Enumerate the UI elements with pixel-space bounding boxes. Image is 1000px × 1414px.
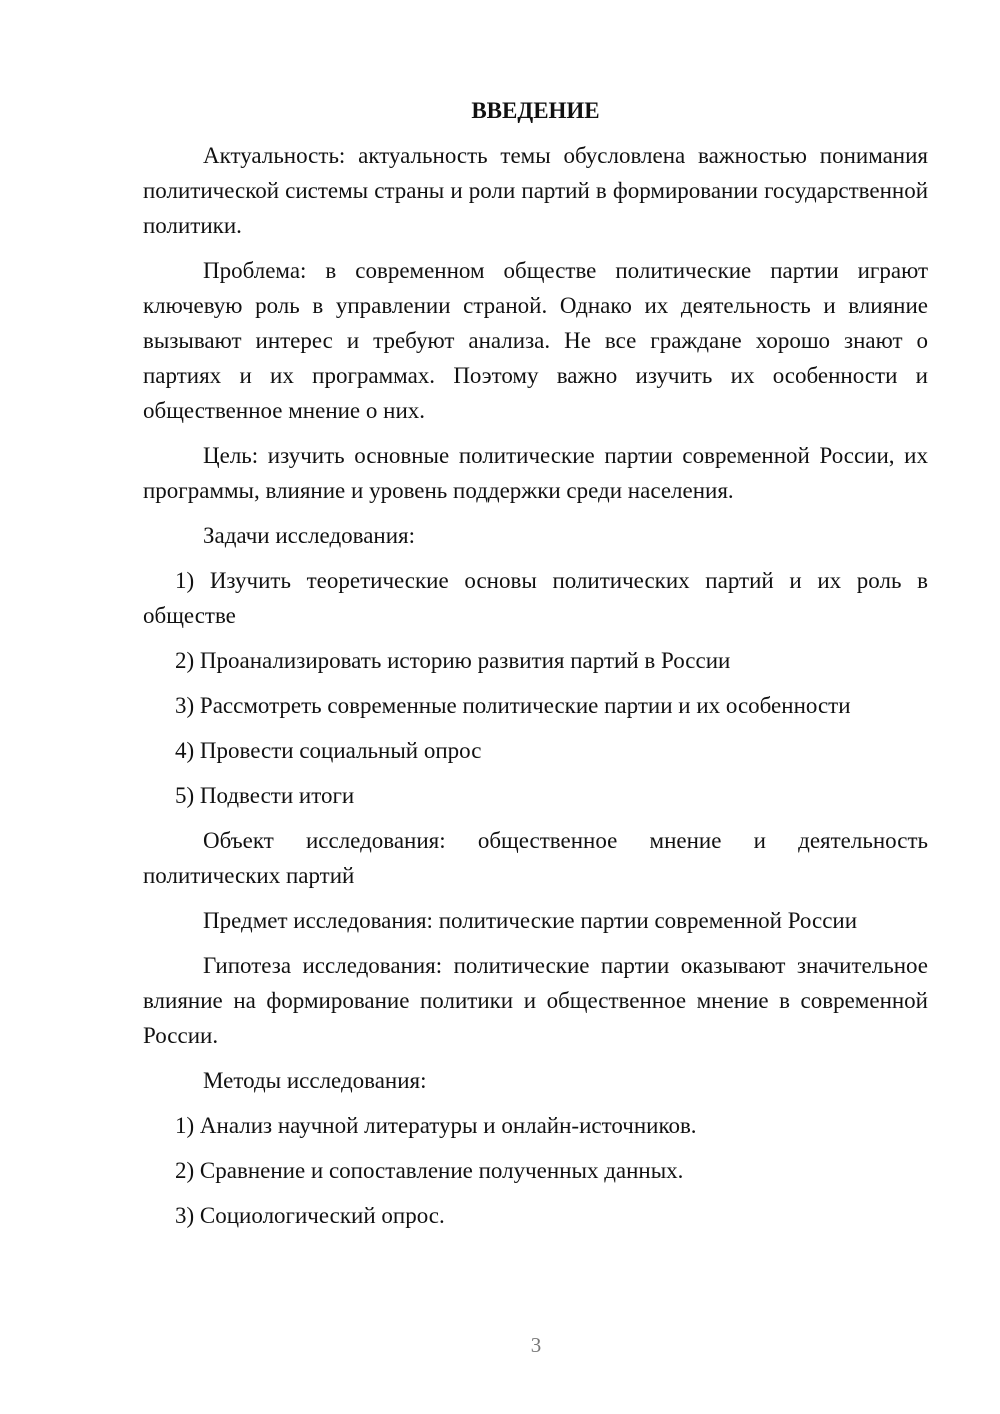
goal-paragraph: Цель: изучить основные политические партии современной России, их программы, влияние и уровень поддержки среди населения. — [143, 443, 928, 503]
hypothesis-paragraph: Гипотеза исследования: политические партии оказывают значительное влияние на формирование политики и общественное мнение в современной России. — [143, 953, 928, 1048]
object-paragraph: Объект исследования: общественное мнение и деятельность политических партий — [143, 828, 928, 888]
task-item-3: 3) Рассмотреть современные политические партии и их особенности — [175, 693, 851, 718]
page-number: 3 — [530, 1333, 542, 1357]
section-title: ВВЕДЕНИЕ — [471, 98, 600, 123]
tasks-heading: Задачи исследования: — [203, 523, 416, 548]
task-item-5: 5) Подвести итоги — [175, 783, 355, 808]
subject-paragraph: Предмет исследования: политические партии современной России — [203, 908, 858, 933]
methods-heading: Методы исследования: — [203, 1068, 427, 1093]
task-item-4: 4) Провести социальный опрос — [175, 738, 482, 763]
method-item-1: 1) Анализ научной литературы и онлайн-источников. — [175, 1113, 697, 1138]
problem-paragraph: Проблема: в современном обществе политические партии играют ключевую роль в управлении страной. Однако их деятельность и влияние вызывают интерес и требуют анализа. Не все граждане хорошо знают о партиях и их программах. Поэтому важно изучить их особенности и общественное мнение о них. — [143, 258, 928, 423]
method-item-2: 2) Сравнение и сопоставление полученных данных. — [175, 1158, 684, 1183]
relevance-paragraph: Актуальность: актуальность темы обусловлена важностью понимания политической системы страны и роли партий в формировании государственной политики. — [143, 143, 928, 238]
task-item-2: 2) Проанализировать историю развития партий в России — [175, 648, 731, 673]
method-item-3: 3) Социологический опрос. — [175, 1203, 445, 1228]
document-page — [143, 96, 928, 1243]
task-item-1: 1) Изучить теоретические основы политических партий и их роль в обществе — [143, 568, 928, 628]
